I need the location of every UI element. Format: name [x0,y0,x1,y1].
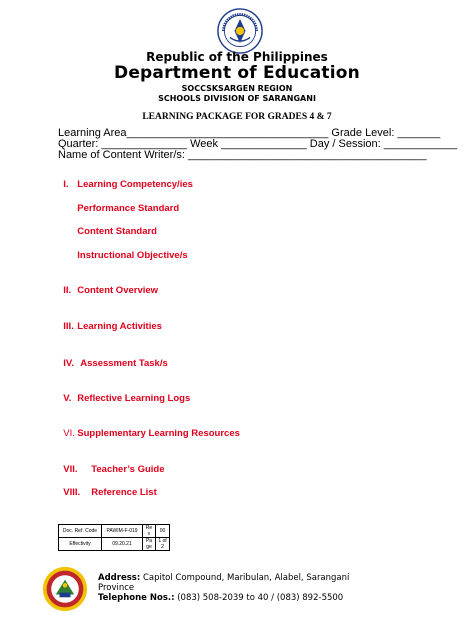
deped-seal-logo [217,8,263,54]
section-label: Reference List [91,487,157,498]
section-number: I. [63,179,69,190]
table-cell: 09.20.21 [102,538,143,551]
address-line [98,573,378,593]
table-cell: Re v [143,525,156,538]
table-row [59,538,170,551]
section-label: Assessment Task/s [80,358,168,369]
section-learning-competency [58,168,193,190]
republic-heading: Republic of the Philippines [146,50,328,64]
section-teachers-guide [58,453,165,475]
section-learning-activities [58,310,162,332]
section-content-standard [72,215,157,237]
quarter-field: Quarter: ______________ Week ______________ Day / Session: ____________ [58,138,458,150]
section-label: Content Standard [77,226,157,237]
table-cell: PAWIM-F-019 [102,525,143,538]
section-number: V. [63,393,72,404]
department-title: Department of Education [114,63,360,83]
table-cell: Pa ge [143,538,156,551]
document-reference-table [58,524,170,551]
table-row [59,525,170,538]
footer-address-block [98,573,378,603]
section-number: IV. [63,358,75,369]
section-reflective-learning-logs [58,382,190,404]
table-cell: 1 of 2 [156,538,170,551]
learning-area-field: Learning Area_________________________________ Grade Level: _______ [58,127,441,139]
telephone-line [98,593,378,603]
address-text: Capitol Compound, Maribulan, Alabel, Sarangani Province [98,573,350,593]
table-cell: Doc. Ref. Code [59,525,102,538]
section-assessment-tasks [58,347,168,369]
content-writer-field: Name of Content Writer/s: _______________________________________ [58,149,427,161]
telephone-text: (083) 508-2039 to 40 / (083) 892-5500 [177,593,344,603]
table-cell: 00 [156,525,170,538]
section-label: Supplementary Learning Resources [77,428,240,439]
section-number: VIII. [63,487,81,498]
table-cell: Effectivity [59,538,102,551]
section-number: II. [63,285,72,296]
section-instructional-objectives [72,239,188,261]
section-label: Learning Activities [77,321,162,332]
sarangani-division-seal-logo [42,566,88,612]
section-label: Learning Competency/ies [77,179,193,190]
package-title: LEARNING PACKAGE FOR GRADES 4 & 7 [142,112,332,122]
region-heading: SOCCSKSARGEN REGION [181,84,293,93]
section-content-overview [58,274,158,296]
section-label: Performance Standard [77,203,180,214]
telephone-label: Telephone Nos.: [98,593,175,603]
section-number: VI. [63,428,75,439]
section-label: Teacher’s Guide [91,464,165,475]
section-label: Content Overview [77,285,159,296]
section-label: Instructional Objective/s [77,250,188,261]
section-performance-standard [72,192,179,214]
section-number: VII. [63,464,78,475]
section-reference-list [58,476,157,498]
division-heading: SCHOOLS DIVISION OF SARANGANI [158,94,316,103]
address-label: Address: [98,573,141,583]
section-label: Reflective Learning Logs [77,393,191,404]
section-number: III. [63,321,74,332]
section-supplementary-resources [58,417,240,439]
